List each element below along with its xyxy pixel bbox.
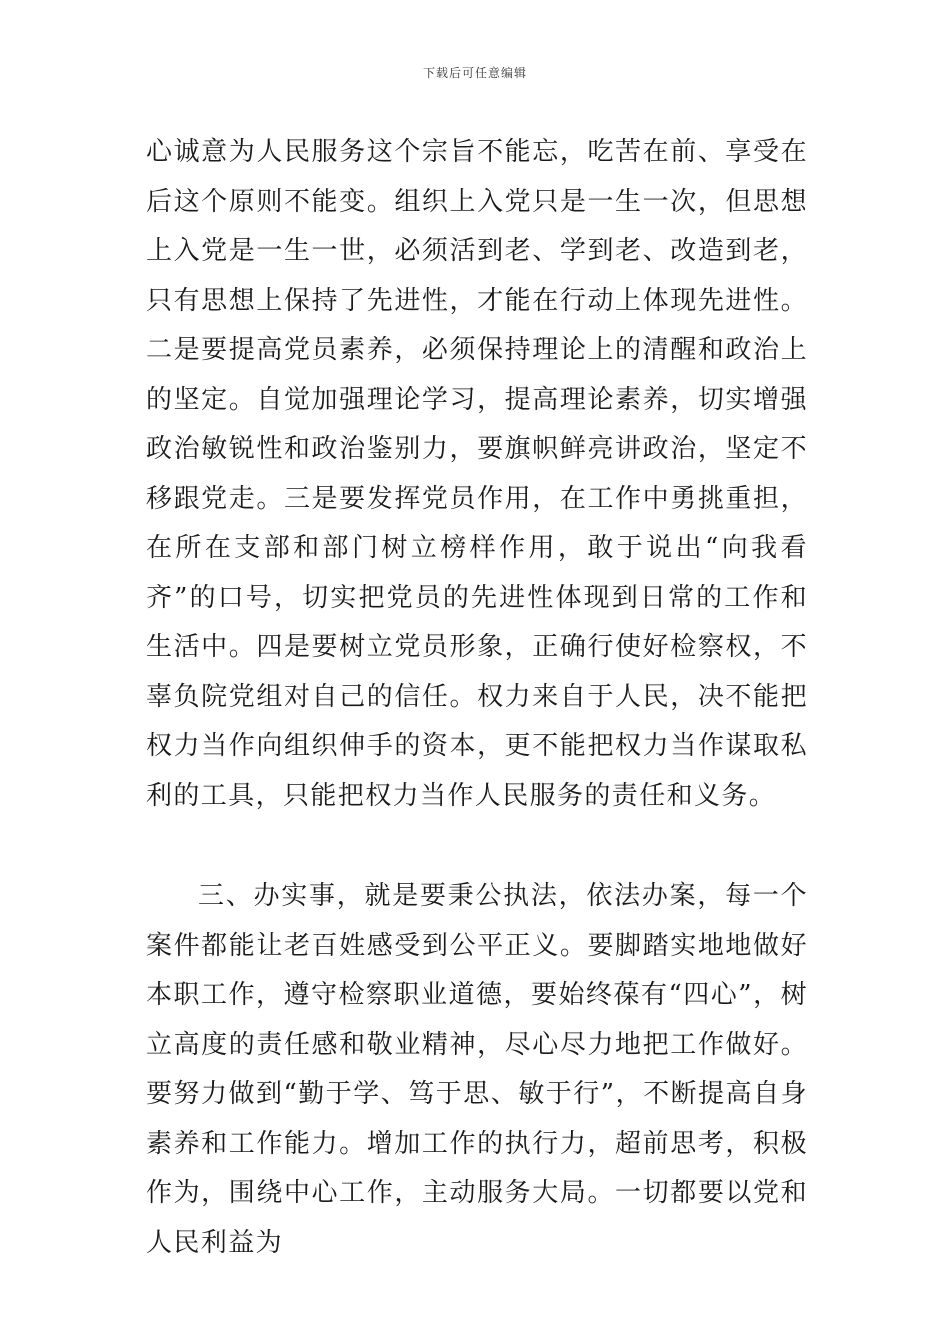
body-paragraph-1: 心诚意为人民服务这个宗旨不能忘，吃苦在前、享受在后这个原则不能变。组织上入党只是一生一次，但思想上入党是一生一世，必须活到老、学到老、改造到老，只有思想上保持了先进性，才能在行动上体现先进性。二是要提高党员素养，必须保持理论上的清醒和政治上的坚定。自觉加强理论学习，提高理论素养，切实增强政治敏锐性和政治鉴别力，要旗帜鲜亮讲政治，坚定不移跟党走。三是要发挥党员作用，在工作中勇挑重担，在所在支部和部门树立榜样作用，敢于说出“向我看齐”的口号，切实把党员的先进性体现到日常的工作和生活中。四是要树立党员形象，正确行使好检察权，不辜负院党组对自己的信任。权力来自于人民，决不能把权力当作向组织伸手的资本，更不能把权力当作谋取私利的工具，只能把权力当作人民服务的责任和义务。 bbox=[146, 137, 808, 811]
page-header: 下载后可任意编辑 bbox=[422, 66, 527, 80]
body-paragraph-2: 三、办实事，就是要秉公执法，依法办案，每一个案件都能让老百姓感受到公平正义。要脚踏实地地做好本职工作，遵守检察职业道德，要始终葆有“四心”，树立高度的责任感和敬业精神，尽心尽力地把工作做好。要努力做到“勤于学、笃于思、敏于行”，不断提高自身素养和工作能力。增加工作的执行力，超前思考，积极作为，围绕中心工作，主动服务大局。一切都要以党和人民利益为 bbox=[146, 881, 808, 1258]
